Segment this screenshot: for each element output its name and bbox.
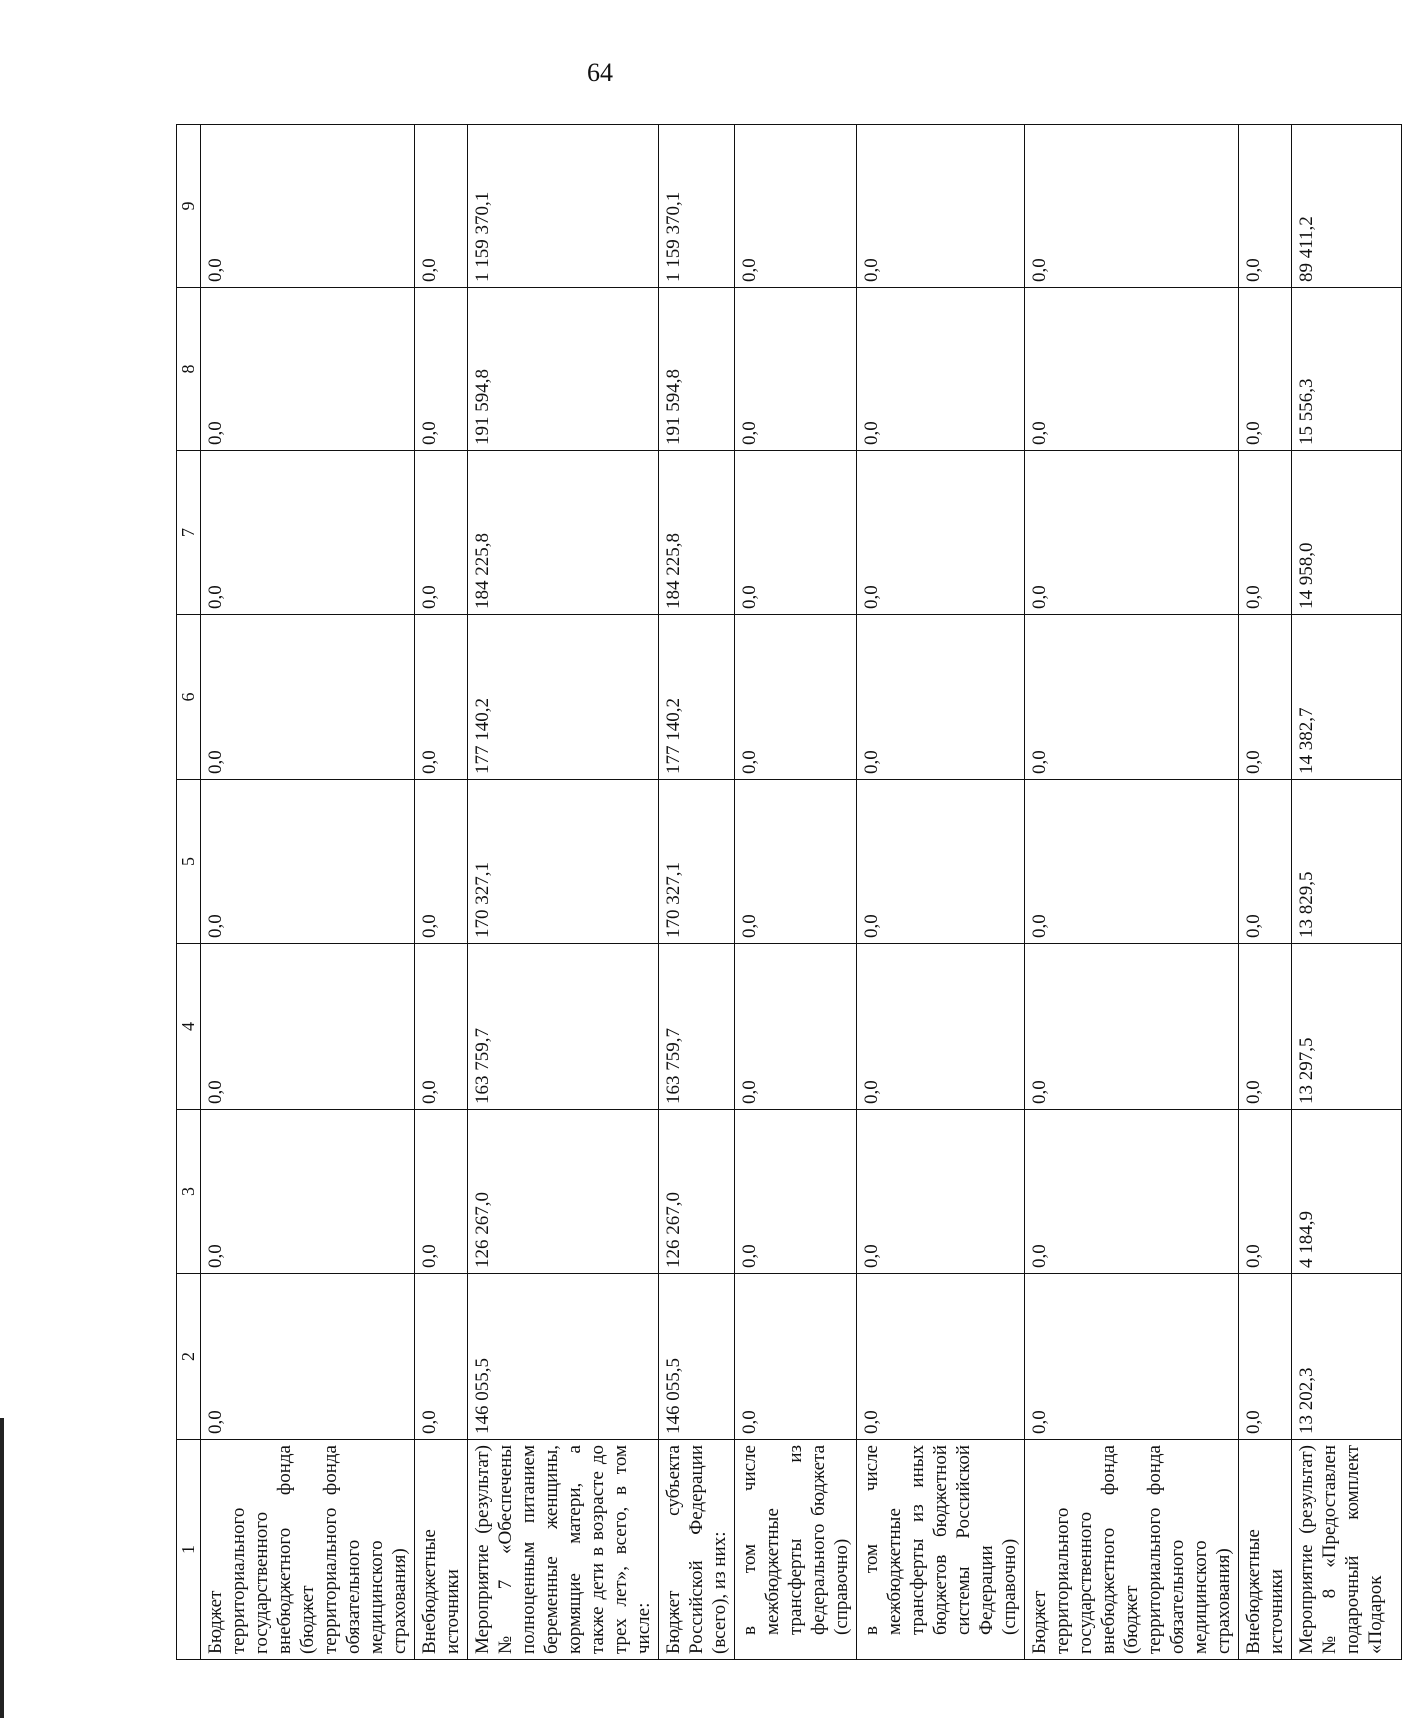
value-cell: 15 556,3: [1292, 288, 1402, 451]
value-cell: 177 140,2: [468, 615, 659, 780]
table-row: [857, 125, 1025, 1660]
header-cell: 7: [177, 451, 201, 615]
value-cell: 0,0: [201, 451, 415, 615]
header-cell: 1: [177, 1440, 201, 1660]
value-cell: 0,0: [415, 125, 468, 288]
value-cell: 0,0: [415, 944, 468, 1110]
value-cell: 0,0: [1025, 615, 1239, 780]
value-cell: 0,0: [857, 615, 1025, 780]
value-cell: 89 411,2: [1292, 125, 1402, 288]
table-row: [201, 125, 415, 1660]
header-cell: 9: [177, 125, 201, 288]
value-cell: 1 159 370,1: [468, 125, 659, 288]
value-cell: 0,0: [415, 780, 468, 944]
value-cell: 0,0: [1239, 615, 1292, 780]
value-cell: 0,0: [201, 944, 415, 1110]
page-number: 64: [587, 58, 613, 87]
value-cell: 177 140,2: [659, 615, 735, 780]
value-cell: 13 202,3: [1292, 1274, 1402, 1440]
value-cell: 0,0: [1025, 780, 1239, 944]
value-cell: 0,0: [1025, 1274, 1239, 1440]
value-cell: 163 759,7: [659, 944, 735, 1110]
table-row: [1025, 125, 1239, 1660]
value-cell: 0,0: [1239, 1110, 1292, 1274]
header-cell: 6: [177, 615, 201, 780]
value-cell: 0,0: [415, 451, 468, 615]
table-row: [468, 125, 659, 1660]
value-cell: 191 594,8: [659, 288, 735, 451]
value-cell: 0,0: [201, 288, 415, 451]
value-cell: 170 327,1: [468, 780, 659, 944]
row-description: Мероприятие (результат) № 8 «Предоставлен подарочный комплект «Подарок: [1292, 1440, 1402, 1660]
value-cell: 0,0: [201, 1110, 415, 1274]
value-cell: 170 327,1: [659, 780, 735, 944]
table-row: [415, 125, 468, 1660]
value-cell: 191 594,8: [468, 288, 659, 451]
value-cell: 0,0: [415, 288, 468, 451]
value-cell: 0,0: [857, 944, 1025, 1110]
header-cell: 2: [177, 1274, 201, 1440]
value-cell: 0,0: [857, 1110, 1025, 1274]
header-cell: 5: [177, 780, 201, 944]
value-cell: 0,0: [1239, 780, 1292, 944]
value-cell: 0,0: [1239, 944, 1292, 1110]
value-cell: 0,0: [1025, 451, 1239, 615]
value-cell: 0,0: [857, 125, 1025, 288]
row-description: в том числе межбюджетные трансферты из федерального бюджета (справочно): [735, 1440, 857, 1660]
table-row: [735, 125, 857, 1660]
value-cell: 0,0: [1025, 1110, 1239, 1274]
value-cell: 4 184,9: [1292, 1110, 1402, 1274]
value-cell: 0,0: [201, 780, 415, 944]
row-description: в том числе межбюджетные трансферты из иных бюджетов бюджетной системы Российской Федерации (справочно): [857, 1440, 1025, 1660]
value-cell: 0,0: [857, 780, 1025, 944]
value-cell: 0,0: [735, 780, 857, 944]
value-cell: 163 759,7: [468, 944, 659, 1110]
row-description: Внебюджетные источники: [1239, 1440, 1292, 1660]
value-cell: 0,0: [857, 288, 1025, 451]
value-cell: 0,0: [201, 125, 415, 288]
value-cell: 0,0: [735, 1110, 857, 1274]
value-cell: 0,0: [1025, 288, 1239, 451]
header-cell: 4: [177, 944, 201, 1110]
value-cell: 0,0: [735, 451, 857, 615]
value-cell: 0,0: [415, 1110, 468, 1274]
value-cell: 13 297,5: [1292, 944, 1402, 1110]
header-cell: 8: [177, 288, 201, 451]
value-cell: 0,0: [201, 1274, 415, 1440]
value-cell: 13 829,5: [1292, 780, 1402, 944]
header-cell: 3: [177, 1110, 201, 1274]
funding-table: [176, 125, 1386, 1660]
value-cell: 0,0: [1239, 288, 1292, 451]
value-cell: 126 267,0: [468, 1110, 659, 1274]
value-cell: 184 225,8: [659, 451, 735, 615]
table-row: [1292, 125, 1402, 1660]
row-description: Внебюджетные источники: [415, 1440, 468, 1660]
value-cell: 0,0: [1025, 125, 1239, 288]
row-description: Мероприятие (результат) № 7 «Обеспечены полноценным питанием беременные женщины, кормящие матери, а также дети в возрасте до трех лет», всего, в том числе:: [468, 1440, 659, 1660]
value-cell: 0,0: [415, 615, 468, 780]
value-cell: 0,0: [735, 125, 857, 288]
value-cell: 0,0: [415, 1274, 468, 1440]
table-row: [1239, 125, 1292, 1660]
row-description: Бюджет территориального государственного внебюджетного фонда (бюджет территориального фонда обязательного медицинского страхования): [201, 1440, 415, 1660]
header-row: [177, 125, 201, 1660]
value-cell: 0,0: [735, 288, 857, 451]
value-cell: 0,0: [735, 944, 857, 1110]
value-cell: 0,0: [1239, 451, 1292, 615]
value-cell: 1 159 370,1: [659, 125, 735, 288]
value-cell: 0,0: [735, 1274, 857, 1440]
row-description: Бюджет территориального государственного внебюджетного фонда (бюджет территориального фонда обязательного медицинского страхования): [1025, 1440, 1239, 1660]
value-cell: 0,0: [857, 451, 1025, 615]
row-description: Бюджет субъекта Российской Федерации (всего), из них:: [659, 1440, 735, 1660]
value-cell: 0,0: [1239, 1274, 1292, 1440]
value-cell: 14 382,7: [1292, 615, 1402, 780]
value-cell: 126 267,0: [659, 1110, 735, 1274]
value-cell: 146 055,5: [659, 1274, 735, 1440]
value-cell: 0,0: [857, 1274, 1025, 1440]
table-row: [659, 125, 735, 1660]
value-cell: 0,0: [201, 615, 415, 780]
value-cell: 0,0: [1025, 944, 1239, 1110]
value-cell: 0,0: [735, 615, 857, 780]
value-cell: 184 225,8: [468, 451, 659, 615]
value-cell: 14 958,0: [1292, 451, 1402, 615]
value-cell: 146 055,5: [468, 1274, 659, 1440]
value-cell: 0,0: [1239, 125, 1292, 288]
scan-edge-mark: [0, 1418, 4, 1718]
